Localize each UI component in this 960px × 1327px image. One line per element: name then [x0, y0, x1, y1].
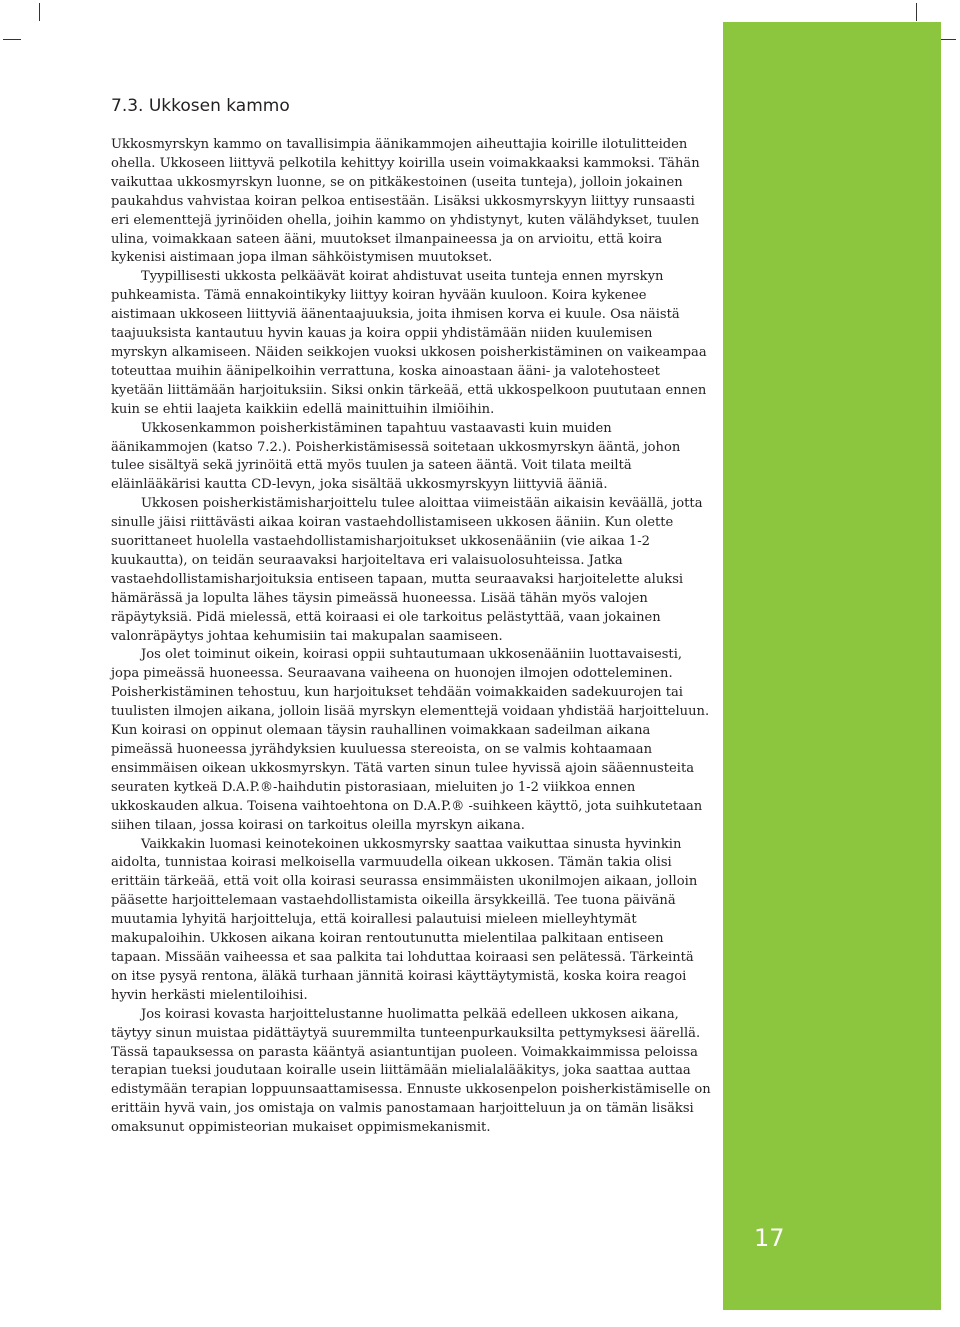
green-side-bar	[723, 22, 941, 1310]
paragraph: Vaikkakin luomasi keinotekoinen ukkosmyrsky saattaa vaikuttaa sinusta hyvinkin aidolta, tunnistaa koirasi melkoisella varmuudella oikean ukkosen. Tämän takia olisi erittäin tärkeää, että voit olla koirasi seurassa ensimmäisten ukonilmojen aikaan, jolloin pääsette harjoittelemaan vastaehdollistamista oikeilla ärsykkeillä. Tee tuona päivänä muutamia lyhyitä harjoitteluja, että koirallesi palautuisi mieleen mielleyhtymät makupaloihin. Ukkosen aikana koiran rentoutunutta mielentilaa palkitaan entiseen tapaan. Missään vaiheessa et saa palkita tai lohduttaa koiraasi sen pelätessä. Tärkeintä on itse pysyä rentona, äläkä turhaan jännitä koirasi käyttäytymistä, koska koira reagoi hyvin herkästi mielentiloihisi.	[111, 836, 698, 1003]
paragraph: Ukkosen poisherkistämisharjoittelu tulee aloittaa viimeistään aikaisin keväällä, jotta sinulle jäisi riittävästi aikaa koiran vastaehdollistamiseen ukkosen ääniin. Kun olette suorittaneet huolella vastaehdollistamisharjoitukset ukkosenääniin (vie aikaa 1-2 kuukautta), on teidän seuraavaksi harjoiteltava eri valaisuolosuhteissa. Jatka vastaehdollistamisharjoituksia entiseen tapaan, mutta seuraavaksi harjoitelette aluksi hämärässä ja lopulta lähes täysin pimeässä huoneessa. Lisää tähän myös valojen räpäytyksiä. Pidä mielessä, että koiraasi ei ole tarkoitus pelästyttää, vaan jokainen valonräpäytys johtaa kehumisiin tai makupalan saamiseen.	[111, 496, 703, 644]
paragraph: Ukkosmyrskyn kammo on tavallisimpia äänikammojen aiheuttajia koirille ilotulitteiden ohella. Ukkoseen liittyvä pelkotila kehittyy koirilla usein voimakkaaksi kammoksi. Tähän vaikuttaa ukkosmyrskyn luonne, se on pitkäkestoinen (useita tunteja), jolloin jokainen paukahdus vahvistaa koiran pelkoa entisestään. Lisäksi ukkosmyrskyyn liittyy runsaasti eri elementtejä jyrinöiden ohella, joihin kammo on yhdistynyt, kuten välähdykset, tuulen ulina, voimakkaan sateen ääni, muutokset ilmanpaineessa ja on arvioitu, että koira kykenisi aistimaan jopa ilman sähköistymisen muutokset.	[111, 137, 700, 266]
paragraph: Jos olet toiminut oikein, koirasi oppii suhtautumaan ukkosenääniin luottavaisesti, jopa pimeässä huoneessa. Seuraavana vaiheena on huonojen ilmojen odotteleminen. Poisherkistäminen tehostuu, kun harjoitukset tehdään voimakkaiden sadekuurojen tai tuulisten ilmojen aikana, jolloin lisää myrskyn elementtejä voidaan yhdistää harjoitteluun. Kun koirasi on oppinut olemaan täysin rauhallinen voimakkaan sadeilman aikana pimeässä huoneessa jyrähdyksien kuuluessa stereoista, on se valmis kohtaamaan ensimmäisen oikean ukkosmyrskyn. Tätä varten sinun tulee hyvissä ajoin sääennusteita seuraten kytkeä D.A.P.®-haihdutin pistorasiaan, mieluiten jo 1-2 viikkoa ennen ukkoskauden alkua. Toisena vaihtoehtona on D.A.P.® -suihkeen käyttö, jota suihkutetaan siihen tilaan, jossa koirasi on tarkoitus oleilla myrskyn aikana.	[111, 647, 710, 833]
paragraph: Ukkosenkammon poisherkistäminen tapahtuu vastaavasti kuin muiden äänikammojen (katso 7.2.). Poisherkistämisessä soitetaan ukkosmyrskyn ääntä, johon tulee sisältyä sekä jyrinöitä että myös tuulen ja sateen ääntä. Voit tilata meiltä eläinlääkärisi kautta CD-levyn, joka sisältää ukkosmyrskyyn liittyviä ääniä.	[111, 420, 681, 493]
page-number: 17	[754, 1224, 785, 1252]
section-heading: 7.3. Ukkosen kammo	[111, 96, 290, 116]
crop-mark-top-right	[916, 3, 917, 21]
crop-mark-left-top	[3, 39, 21, 40]
paragraph: Tyypillisesti ukkosta pelkäävät koirat ahdistuvat useita tunteja ennen myrskyn puhkeamista. Tämä ennakointikyky liittyy koiran hyvään kuuloon. Koira kykenee aistimaan ukkoseen liittyviä äänentaajuuksia, joita ihmisen korva ei kuule. Osa näistä taajuuksista kantautuu hyvin kauas ja koira oppii yhdistämään niiden kuulemisen myrskyn alkamiseen. Näiden seikkojen vuoksi ukkosen poisherkistäminen on vaikeampaa toteuttaa muihin äänipelkoihin verrattuna, koska ainoastaan ääni- ja valotehosteet kyetään liittämään harjoituksiin. Siksi onkin tärkeää, että ukkospelkoon puututaan ennen kuin se ehtii laajeta kaikkiin edellä mainittuihin ilmiöihin.	[111, 269, 707, 417]
paragraph: Jos koirasi kovasta harjoittelustanne huolimatta pelkää edelleen ukkosen aikana, täytyy sinun muistaa pidättäytyä suuremmilta tunteenpurkauksilta pettymyksesi äärellä. Tässä tapauksessa on parasta kääntyä asiantuntijan puoleen. Voimakkaimmissa peloissa terapian tueksi joudutaan koiralle usein liittämään mielialalääkitys, joka saattaa auttaa edistymään terapian loppuunsaattamisessa. Ennuste ukkosenpelon poisherkistämiselle on erittäin hyvä vain, jos omistaja on valmis panostamaan harjoitteluun ja on tämän lisäksi omaksunut oppimisteorian mukaiset oppimismekanismit.	[111, 1006, 711, 1136]
crop-mark-top-left	[39, 3, 40, 21]
body-text	[111, 136, 711, 1138]
